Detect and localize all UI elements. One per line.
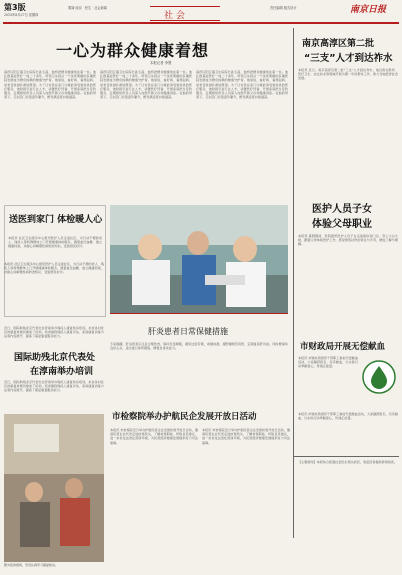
right3-body-more: 本报讯 市财政局组织干部职工参加无偿献血活动，大家踊跃报名、有序献血，以实际行动奉献爱心，传递正能量。 [298, 412, 398, 421]
right2-headline-line1: 医护人员子女 [312, 204, 372, 215]
article3-headline: 肝炎患者日常保健措施 [148, 327, 228, 336]
main-body-col3: 高淳区阳江镇卫生院院长孙玉高，始终把群众健康放在第一位。他扎根基层医疗一线二十余年，带领卫生院从一个条件简陋的乡镇医院发展成为群众信赖的健康守护者。他常说，看好病、看得起病，是老百姓最朴素的愿望。为了让村民在家门口就能享受到优质的医疗服务，他积极引进专业人才，添置医疗设备，开展家庭医生签约服务，定期组织医务人员深入村组开展义诊和健康讲座。在他的带领下，卫生院门诊量逐年攀升，群众满意度持续提高。 [196, 70, 288, 100]
right-column-divider [293, 28, 294, 538]
top-rule [3, 22, 399, 24]
main-headline: 一心为群众健康着想 [56, 41, 210, 60]
article2-body-wide: 本报讯 社区卫生服务中心组织医护人员走进社区，为行动不便的老人、残疾人等特殊群体上门开展健康体检服务，测量血压血糖、建立健康档案，并耐心讲解慢性病防治知识，受到居民好评。 [4, 262, 104, 275]
training-photo-caption: 图为培训现场，学员认真学习康复知识。 [4, 563, 59, 567]
article5-headline: 市检察院举办护航民企发展开放日活动 [112, 412, 257, 422]
right1-headline-line2: “三支”人才到达祚水 [304, 53, 393, 64]
blood-donation-logo [362, 360, 396, 394]
masthead-strip-right: 责任编辑 版式设计 [270, 6, 297, 10]
article5-body-col2: 本报讯 市检察院近日举办护航民营企业发展检察开放日活动，邀请民营企业代表走进检察机关，了解检察职能，听取意见建议，进一步优化法治化营商环境，为民营经济健康发展提供有力司法保障。 [202, 428, 290, 445]
article4-intro: 近日，国际助残北京代表处在淳南举办残疾人康复知识培训，来自各村社区的康复协调员参加了培训。培训围绕残疾人康复评估、家庭康复训练方法等内容展开，提高了基层康复服务能力。 [4, 326, 104, 339]
right3-body: 本报讯 市财政局组织干部职工参加无偿献血活动，大家踊跃报名、有序献血，以实际行动奉献爱心，传递正能量。 [298, 356, 358, 369]
article2-body: 本报讯 社区卫生服务中心组织医护人员走进社区，为行动不便的老人、残疾人等特殊群体上门开展健康体检服务，测量血压血糖、建立健康档案，并耐心讲解慢性病防治知识，受到居民好评。 [8, 236, 102, 249]
article5-body-col1: 本报讯 市检察院近日举办护航民营企业发展检察开放日活动，邀请民营企业代表走进检察机关，了解检察职能，听取意见建议，进一步优化法治化营商环境，为民营经济健康发展提供有力司法保障。 [110, 428, 198, 445]
paper-logo: 南京日报 [350, 5, 387, 15]
right1-headline-line1: 南京高淳区第二批 [302, 39, 375, 49]
section-tag-box [150, 6, 220, 21]
medical-visit-photo [110, 205, 288, 313]
article4-headline-line2: 在淳南举办培训 [30, 367, 94, 377]
main-byline: 本报记者 李慧 [150, 61, 172, 65]
right3-headline: 市财政局开展无偿献血 [300, 342, 386, 352]
photo-caption-rule [110, 313, 288, 314]
article2-headline: 送医到家门 体检暖人心 [9, 215, 103, 225]
edition-date: 2015年8月27日 星期四 [4, 13, 39, 17]
footer-note: 【主要新闻】本版综合报道社会民生相关消息，欢迎读者提供新闻线索。 [298, 460, 397, 464]
footer-rule [293, 456, 399, 457]
article4-headline-line1: 国际助残北京代表处 [14, 353, 96, 363]
article4-body: 近日，国际助残北京代表处在淳南举办残疾人康复知识培训，来自各村社区的康复协调员参加了培训。培训围绕残疾人康复评估、家庭康复训练方法等内容展开，提高了基层康复服务能力。 [4, 380, 104, 393]
section-tag: 社 会 [164, 11, 185, 21]
page-number: 第3版 [4, 3, 26, 12]
right2-headline-line2: 体验父母职业 [312, 219, 372, 230]
right1-body: 本报讯 近日，南京高淳区第二批“三支”人才到达祚水，他们将在教育、医疗卫生、农业技术等领域开展为期一年的帮扶工作，助力当地经济社会发展。 [298, 68, 398, 81]
main-body-col2: 高淳区阳江镇卫生院院长孙玉高，始终把群众健康放在第一位。他扎根基层医疗一线二十余年，带领卫生院从一个条件简陋的乡镇医院发展成为群众信赖的健康守护者。他常说，看好病、看得起病，是老百姓最朴素的愿望。为了让村民在家门口就能享受到优质的医疗服务，他积极引进专业人才，添置医疗设备，开展家庭医生签约服务，定期组织医务人员深入村组开展义诊和健康讲座。在他的带领下，卫生院门诊量逐年攀升，群众满意度持续提高。 [100, 70, 192, 100]
right2-body: 本报讯 暑假期间，医院组织医护人员子女走进病房和门诊，穿上小白大褂，跟随父母体验医护工作，感受救死扶伤的责任与辛劳，增进了解与理解。 [298, 234, 398, 247]
main-body-col1: 高淳区阳江镇卫生院院长孙玉高，始终把群众健康放在第一位。他扎根基层医疗一线二十余年，带领卫生院从一个条件简陋的乡镇医院发展成为群众信赖的健康守护者。他常说，看好病、看得起病，是老百姓最朴素的愿望。为了让村民在家门口就能享受到优质的医疗服务，他积极引进专业人才，添置医疗设备，开展家庭医生签约服务，定期组织医务人员深入村组开展义诊和健康讲座。在他的带领下，卫生院门诊量逐年攀升，群众满意度持续提高。 [4, 70, 96, 100]
training-photo [4, 414, 104, 562]
article3-body: 专家提醒，肝炎患者应注意合理饮食，保持充足睡眠，避免过度劳累，戒烟戒酒，遵医嘱规范用药，定期复查肝功能。同时要保持良好心态，适当进行体育锻炼，增强自身免疫力。 [110, 342, 288, 351]
masthead-strip: 要闻·南京 · 民生 · 社会新闻 [68, 6, 107, 10]
